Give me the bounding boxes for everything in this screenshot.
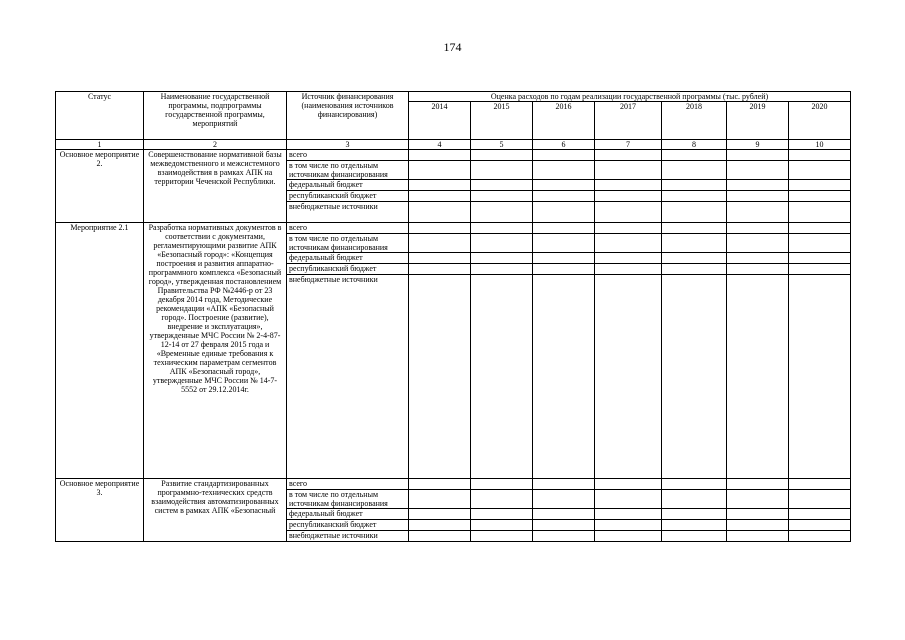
value-cell	[533, 202, 595, 223]
value-cell	[471, 202, 533, 223]
value-cell	[471, 234, 533, 253]
value-cell	[409, 150, 471, 161]
header-year: 2015	[471, 102, 533, 140]
status-cell: Мероприятие 2.1	[56, 223, 144, 479]
column-number: 10	[789, 140, 851, 150]
value-cell	[471, 275, 533, 479]
column-number: 8	[662, 140, 727, 150]
value-cell	[595, 150, 662, 161]
value-cell	[409, 264, 471, 275]
source-cell: в том числе по отдельным источникам финансирования	[287, 161, 409, 180]
header-estimate: Оценка расходов по годам реализации государственной программы (тыс. рублей)	[409, 92, 851, 102]
value-cell	[727, 479, 789, 490]
value-cell	[789, 520, 851, 531]
value-cell	[727, 191, 789, 202]
header-status: Статус	[56, 92, 144, 140]
value-cell	[727, 253, 789, 264]
column-number: 2	[144, 140, 287, 150]
value-cell	[727, 509, 789, 520]
value-cell	[789, 479, 851, 490]
source-cell: в том числе по отдельным источникам финансирования	[287, 490, 409, 509]
value-cell	[727, 490, 789, 509]
source-cell: внебюджетные источники	[287, 202, 409, 223]
source-cell: федеральный бюджет	[287, 253, 409, 264]
column-number: 9	[727, 140, 789, 150]
source-cell: республиканский бюджет	[287, 191, 409, 202]
value-cell	[662, 509, 727, 520]
value-cell	[533, 191, 595, 202]
value-cell	[789, 191, 851, 202]
value-cell	[409, 223, 471, 234]
value-cell	[789, 509, 851, 520]
value-cell	[662, 479, 727, 490]
value-cell	[662, 202, 727, 223]
value-cell	[409, 531, 471, 542]
value-cell	[727, 202, 789, 223]
value-cell	[471, 191, 533, 202]
value-cell	[595, 531, 662, 542]
column-number: 3	[287, 140, 409, 150]
name-cell: Разработка нормативных документов в соответствии с документами, регламентирующими развитие АПК «Безопасный город»: «Концепция построения и развития аппаратно-программного комплекса «Безопасный город», утвержденная постановлением Правительства РФ №2446-р от 23 декабря 2014 года, Методические рекомендации «АПК «Безопасный город». Построение (развитие), внедрение и эксплуатация», утвержденные МЧС России № 2-4-87-12-14 от 27 февраля 2015 года и «Временные единые требования к техническим параметрам сегментов АПК «Безопасный город», утвержденные МЧС России № 14-7-5552 от 29.12.2014г.	[144, 223, 287, 479]
value-cell	[789, 275, 851, 479]
value-cell	[727, 264, 789, 275]
value-cell	[595, 191, 662, 202]
value-cell	[533, 520, 595, 531]
page-number: 174	[443, 40, 462, 54]
value-cell	[662, 520, 727, 531]
value-cell	[409, 275, 471, 479]
value-cell	[595, 234, 662, 253]
value-cell	[595, 223, 662, 234]
value-cell	[789, 202, 851, 223]
value-cell	[409, 509, 471, 520]
column-number: 4	[409, 140, 471, 150]
header-year: 2020	[789, 102, 851, 140]
value-cell	[471, 161, 533, 180]
value-cell	[471, 509, 533, 520]
name-cell: Развитие стандартизированных программно-технических средств взаимодействия автоматизированных систем в рамках АПК «Безопасный	[144, 479, 287, 542]
value-cell	[471, 264, 533, 275]
value-cell	[595, 490, 662, 509]
source-cell: федеральный бюджет	[287, 180, 409, 191]
header-year: 2016	[533, 102, 595, 140]
value-cell	[595, 509, 662, 520]
value-cell	[595, 479, 662, 490]
value-cell	[409, 202, 471, 223]
source-cell: всего	[287, 223, 409, 234]
value-cell	[662, 234, 727, 253]
value-cell	[662, 490, 727, 509]
value-cell	[595, 264, 662, 275]
status-cell: Основное мероприятие 2.	[56, 150, 144, 223]
value-cell	[662, 253, 727, 264]
value-cell	[471, 180, 533, 191]
value-cell	[533, 490, 595, 509]
value-cell	[409, 191, 471, 202]
header-name: Наименование государственной программы, подпрограммы государственной программы, мероприятий	[144, 92, 287, 140]
value-cell	[662, 161, 727, 180]
value-cell	[662, 275, 727, 479]
value-cell	[662, 150, 727, 161]
value-cell	[662, 223, 727, 234]
column-number: 7	[595, 140, 662, 150]
value-cell	[533, 531, 595, 542]
source-cell: всего	[287, 479, 409, 490]
header-year: 2014	[409, 102, 471, 140]
value-cell	[662, 191, 727, 202]
value-cell	[727, 223, 789, 234]
column-number: 1	[56, 140, 144, 150]
value-cell	[595, 275, 662, 479]
value-cell	[662, 264, 727, 275]
budget-table	[55, 91, 851, 542]
value-cell	[789, 264, 851, 275]
value-cell	[727, 161, 789, 180]
value-cell	[533, 509, 595, 520]
value-cell	[471, 520, 533, 531]
value-cell	[471, 479, 533, 490]
source-cell: в том числе по отдельным источникам финансирования	[287, 234, 409, 253]
value-cell	[595, 180, 662, 191]
value-cell	[789, 531, 851, 542]
value-cell	[409, 479, 471, 490]
value-cell	[662, 180, 727, 191]
value-cell	[533, 234, 595, 253]
value-cell	[409, 520, 471, 531]
value-cell	[789, 150, 851, 161]
header-year: 2018	[662, 102, 727, 140]
value-cell	[727, 531, 789, 542]
value-cell	[789, 253, 851, 264]
value-cell	[471, 150, 533, 161]
header-source: Источник финансирования (наименования источников финансирования)	[287, 92, 409, 140]
value-cell	[727, 234, 789, 253]
value-cell	[409, 161, 471, 180]
value-cell	[727, 275, 789, 479]
column-number: 6	[533, 140, 595, 150]
name-cell: Совершенствование нормативной базы межведомственного и межсистемного взаимодействия в рамках АПК на территории Чеченской Республики.	[144, 150, 287, 223]
value-cell	[471, 253, 533, 264]
value-cell	[595, 202, 662, 223]
value-cell	[533, 275, 595, 479]
source-cell: внебюджетные источники	[287, 531, 409, 542]
source-cell: республиканский бюджет	[287, 264, 409, 275]
value-cell	[727, 520, 789, 531]
value-cell	[533, 161, 595, 180]
value-cell	[471, 223, 533, 234]
value-cell	[595, 161, 662, 180]
value-cell	[595, 520, 662, 531]
value-cell	[533, 150, 595, 161]
value-cell	[595, 253, 662, 264]
value-cell	[409, 234, 471, 253]
value-cell	[533, 223, 595, 234]
source-cell: республиканский бюджет	[287, 520, 409, 531]
value-cell	[533, 479, 595, 490]
value-cell	[789, 490, 851, 509]
value-cell	[727, 150, 789, 161]
value-cell	[471, 490, 533, 509]
value-cell	[409, 180, 471, 191]
value-cell	[662, 531, 727, 542]
value-cell	[789, 234, 851, 253]
value-cell	[533, 180, 595, 191]
value-cell	[727, 180, 789, 191]
value-cell	[789, 161, 851, 180]
value-cell	[533, 253, 595, 264]
header-year: 2019	[727, 102, 789, 140]
status-cell: Основное мероприятие 3.	[56, 479, 144, 542]
value-cell	[789, 223, 851, 234]
value-cell	[533, 264, 595, 275]
value-cell	[409, 490, 471, 509]
source-cell: всего	[287, 150, 409, 161]
column-number: 5	[471, 140, 533, 150]
value-cell	[409, 253, 471, 264]
value-cell	[471, 531, 533, 542]
source-cell: федеральный бюджет	[287, 509, 409, 520]
header-year: 2017	[595, 102, 662, 140]
source-cell: внебюджетные источники	[287, 275, 409, 479]
value-cell	[789, 180, 851, 191]
